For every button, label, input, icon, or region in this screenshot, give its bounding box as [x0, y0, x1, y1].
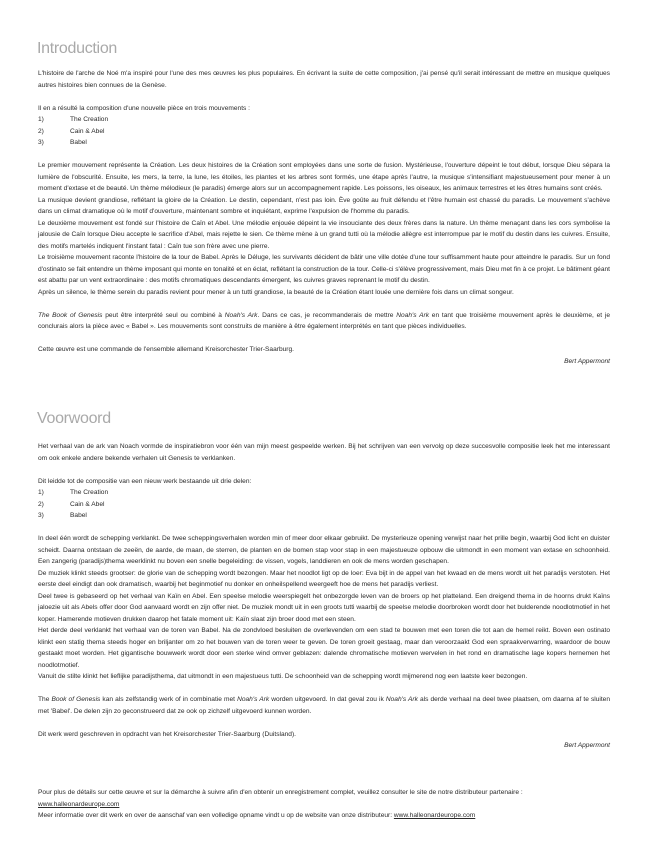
list-title: Babel [70, 139, 87, 146]
combination-paragraph [38, 694, 610, 717]
list-number: 1) [38, 489, 44, 496]
text: Meer informatie over dit werk en over de aanschaf van een volledige opname vindt u op de website van onze distributeur: [38, 812, 394, 819]
work-title: Book of Genesis [51, 696, 101, 703]
text: . Dans ce cas, je recommanderais de mettre [257, 311, 397, 319]
intro-section [38, 68, 610, 367]
list-title: The Creation [70, 116, 109, 123]
list-number: 2) [38, 127, 44, 135]
list-item [38, 510, 610, 522]
voorwoord-heading: Voorwoord [37, 410, 111, 427]
deel-1b-text: De muziek klinkt steeds grootser: de glorie van de schepping wordt bezongen. Maar het noodlot ligt op de loer: Eva bijt in de appel van het kwaad en de mens wordt uit het paradijs verstoten. Het eerste deel eindigt dan ook dramatisch, waarbij het beginmotief nu donker en onheilspellend weergeeft hoe de mens het paradijs verliest. [38, 569, 610, 588]
work-title: Noah's Ark [237, 696, 270, 703]
distributor-link[interactable]: www.halleonardeurope.com [38, 800, 120, 808]
work-title: Noah's Ark [396, 311, 430, 319]
movement-3-text: Le troisième mouvement raconte l'histoire de la tour de Babel. Après le Déluge, les survivants décident de bâtir une ville dotée d'une tour suffisamment haute pour atteindre le paradis. Sur un fond d'ostinato se fait entendre un thème imposant qui monte en tonalité et en éclat, reflétant la construction de la tour. Celle-ci s'élève progressivement, mais Dieu met fin à ce projet. Le bâtiment géant est abattu par un vent extraordinaire : des motifs chromatiques descendants émergent, les cuivres graves reprenant le motif du destin. [38, 254, 610, 284]
commission-text: Cette œuvre est une commande de l'ensemble allemand Kreisorchester Trier-Saarburg. [38, 346, 294, 353]
text: worden uitgevoerd. In dat geval zou ik [269, 696, 386, 703]
footer-link-line [38, 799, 610, 811]
signature: Bert Appermont [564, 742, 610, 749]
movement-1-text: Le premier mouvement représente la Création. Les deux histoires de la Création sont employées dans une sorte de fusion. Mystérieuse, l'ouverture dépeint le tout début, lorsque Dieu sépara la lumière de l'obscurité. Ensuite, les mers, la terre, la lune, les étoiles, les plantes et les arbres sont formés, une étape après l'autre, la musique s'intensifiant majestueusement pour mener à un moment d'extase et de beauté. Un thème mélodieux (le paradis) émerge alors sur un accompagnement rapide. Les poissons, les oiseaux, les animaux terrestres et les êtres humains sont créés. [38, 162, 610, 192]
list-title: Cain & Abel [70, 127, 105, 135]
list-number: 3) [38, 139, 44, 146]
footer-fr-text: Pour plus de détails sur cette œuvre et sur la démarche à suivre afin d'en obtenir un enregistrement complet, veuillez consulter le site de notre distributeur partenaire : [38, 789, 523, 796]
voorwoord-movement-list [38, 487, 610, 522]
list-number: 1) [38, 116, 44, 123]
deel-2-text: Deel twee is gebaseerd op het verhaal van Kaïn en Abel. Een speelse melodie weerspiegelt het onbezorgde leven van de broers op het platteland. Een dreigend thema in de hoorns drukt Kaïns jaloezie uit als Abels offer door God aanvaard wordt en zijn offer niet. De muziek mondt uit in een groots tutti waarbij de speelse melodie doorbroken wordt door het bulderende noodlotmotief in het koper. Hamerende motieven drukken daarop het fatale moment uit: Kaïn slaat zijn broer dood met een steen. [38, 592, 610, 623]
text: The [38, 696, 52, 703]
intro-paragraph: L'histoire de l'arche de Noé m'a inspiré pour l'une des mes œuvres les plus populaires. En écrivant la suite de cette composition, j'ai pensé qu'il serait intéressant de mettre en musique quelques autres histoires bien connues de la Genèse. [38, 70, 610, 89]
work-title: Noah's Ark [385, 696, 418, 703]
text: en tant que troisième mouvement après le deuxième, et je conclurais alors la pièce avec « Babel ». Les mouvements sont construits de manière à être également interprétés en tant que pièces individuelles. [38, 311, 611, 330]
movement-2-text: Le deuxième mouvement est fondé sur l'histoire de Caïn et Abel. Une mélodie enjouée dépeint la vie insouciante des deux frères dans la nature. Un thème menaçant dans les cors symbolise la jalousie de Caïn lorsque Dieu accepte le sacrifice d'Abel, mais rejette le sien. Ce thème mène à un grand tutti où la mélodie allègre est interrompue par le motif du destin dans les cuivres. Ensuite, des motifs martelés indiquent l'instant fatal : Caïn tue son frère avec une pierre. [38, 219, 610, 250]
list-item [38, 126, 610, 138]
voorwoord-paragraph: Het verhaal van de ark van Noach vormde de inspiratiebron voor één van mijn meest gespeelde werken. Bij het schrijven van een vervolg op deze succesvolle compositie leek het me interessant om ook enkele andere bekende verhalen uit Genesis te verklanken. [38, 443, 610, 462]
distributor-link[interactable]: www.halleonardeurope.com [393, 812, 476, 819]
list-item [38, 114, 610, 126]
deel-1-text: In deel één wordt de schepping verklankt. De twee scheppingsverhalen worden min of meer door elkaar gebruikt. De mysterieuze opening verwijst naar het prille begin, waarbij God licht en duister scheidt. Daarna ontstaan de zeeën, de aarde, de maan, de sterren, de planten en de bomen stap voor stap in een majestueuze opbouw die uitmondt in een moment van extase en schoonheid. Een zangerig (paradijs)thema weerklinkt nu boven een snelle begeleiding: de vissen, vogels, landdieren en ook de mens worden geschapen. [38, 535, 610, 565]
list-title: Babel [70, 512, 87, 519]
work-title: Noah's Ark [224, 311, 258, 319]
combination-paragraph [38, 310, 610, 333]
footer [38, 787, 610, 822]
footer-nl-text [38, 810, 610, 822]
text: als derde verhaal na deel twee plaatsen, om daarna af te sluiten met 'Babel'. De delen zijn zo geconstrueerd dat ze ook op zichzelf uitgevoerd kunnen worden. [38, 696, 610, 715]
list-title: The Creation [70, 489, 109, 496]
text: peut être interprété seul ou combiné à [102, 311, 225, 319]
deel-3b-text: Vanuit de stilte klinkt het lieflijke paradijsthema, dat uitmondt in een majestueus tutti. De schoonheid van de schepping wordt mijmerend nog een laatste keer bezongen. [38, 673, 528, 680]
intro-movement-list [38, 114, 610, 149]
voorwoord-list-lead: Dit leidde tot de compositie van een nieuw werk bestaande uit drie delen: [38, 477, 252, 485]
list-title: Cain & Abel [70, 500, 105, 508]
signature: Bert Appermont [564, 357, 610, 365]
deel-3-text: Het derde deel verklankt het verhaal van de toren van Babel. Na de zondvloed besluiten de overlevenden om een stad te bouwen met een toren die tot aan de hemel reikt. Boven een ostinato klinkt een statig thema steeds hoger en briljanter om zo het bouwen van de toren weer te geven. De toren groeit gestaag, maar dan veroorzaakt God een spraakverwarring, waardoor de bouw gestaakt moet worden. Het gigantische bouwwerk wordt door een sterke wind omver geblazen: dalende chromatische motieven wervelen in het rond en dramatische lage kopers hernemen het noodlotmotief. [38, 627, 610, 669]
commission-text: Dit werk werd geschreven in opdracht van het Kreisorchester Trier-Saarburg (Duitsland). [38, 730, 296, 738]
movement-3b-text: Après un silence, le thème serein du paradis revient pour mener à un tutti grandiose, la beauté de la Création étant louée une dernière fois dans un climat songeur. [38, 288, 514, 296]
movement-1b-text: La musique devient grandiose, reflétant la gloire de la Création. Le destin, cependant, n'est pas loin. Ève goûte au fruit défendu et l'être humain est chassé du paradis. Le mouvement s'achève dans un climat dramatique où le motif d'ouverture, maintenant sombre et inquiétant, exprime l'expulsion de l'homme du paradis. [38, 196, 610, 215]
list-item [38, 137, 610, 149]
list-item [38, 499, 610, 511]
list-number: 2) [38, 500, 44, 508]
list-number: 3) [38, 512, 44, 519]
list-item [38, 487, 610, 499]
intro-list-lead: Il en a résulté la composition d'une nouvelle pièce en trois mouvements : [38, 104, 251, 112]
voorwoord-section [38, 441, 610, 752]
text: kan als zelfstandig werk of in combinatie met [100, 696, 238, 703]
work-title: The Book of Genesis [38, 311, 103, 319]
intro-heading: Introduction [37, 40, 118, 57]
